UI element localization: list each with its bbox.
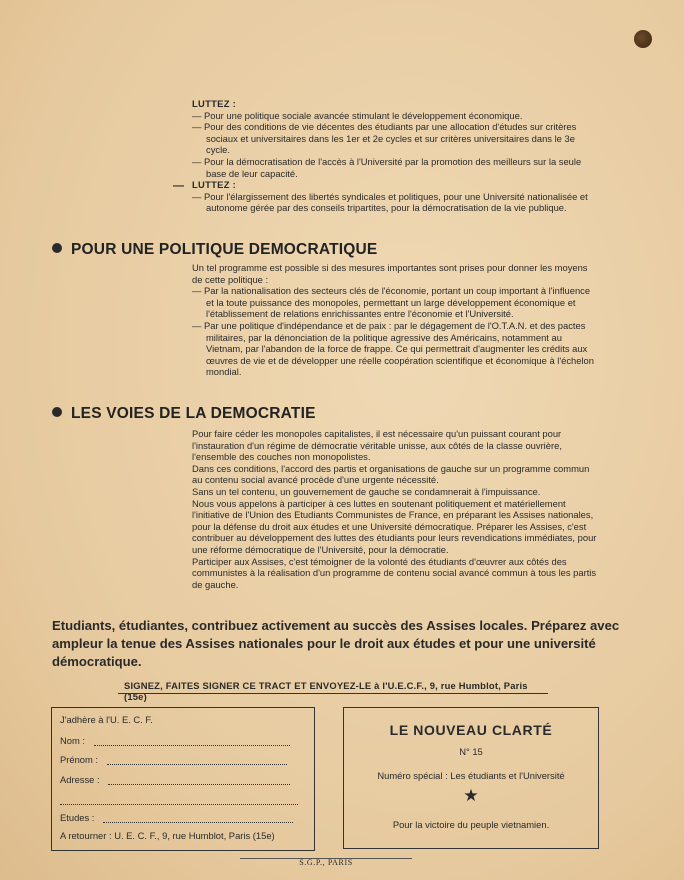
form-row-adresse-2 <box>60 794 298 805</box>
section-heading-politique <box>52 241 377 259</box>
divider <box>118 693 548 694</box>
clarte-box <box>343 707 599 849</box>
clarte-number: N° 15 <box>459 746 483 757</box>
section-heading-voies <box>52 405 316 423</box>
star-icon: ★ <box>463 786 479 805</box>
politique-block <box>192 262 597 378</box>
luttez-label-2: LUTTEZ : <box>192 179 237 191</box>
luttez-item: — Pour une politique sociale avancée stimulant le développement économique. <box>192 110 597 122</box>
form-row-etudes <box>60 812 293 823</box>
clarte-title: LE NOUVEAU CLARTÉ <box>389 722 553 738</box>
voies-paragraph: Sans un tel contenu, un gouvernement de gauche se condamnerait à l'impuissance. <box>192 485 541 497</box>
clarte-special: Numéro spécial : Les étudiants et l'Université <box>377 770 565 781</box>
punch-hole <box>634 30 652 48</box>
prenom-field[interactable] <box>107 764 287 765</box>
margin-mark: — <box>173 180 184 192</box>
form-row-nom <box>60 735 290 746</box>
form-row-prenom <box>60 754 287 765</box>
adresse-field[interactable] <box>108 784 290 785</box>
form-title: J'adhère à l'U. E. C. F. <box>60 714 153 725</box>
voies-paragraph: Nous vous appelons à participer à ces luttes en soutenant politiquement et matériellement l'initiative de l'Union des Etudiants Communistes de France, en préparant les Assises nationales, pour la défense du droit aux études et une Université démocratique. Préparer les Assises, c'est contribuer au développement des luttes des étudiants pour leurs revendications immédiates, pour une réforme démocratique de l'Université, pour la démocratie. <box>192 497 597 555</box>
luttez-item: — Pour la démocratisation de l'accès à l'Université par la promotion des meilleurs sur la seule base de leur capacité. <box>192 156 597 179</box>
luttez-item: — Pour des conditions de vie décentes des étudiants par une allocation d'études sur critères sociaux et universitaires dans les 1er et 2e cycles et sur critères universitaires dans le 3e cycle. <box>192 121 597 156</box>
prenom-label: Prénom : <box>60 754 99 765</box>
clarte-slogan: Pour la victoire du peuple vietnamien. <box>392 819 550 830</box>
adresse-label: Adresse : <box>60 774 100 785</box>
nom-label: Nom : <box>60 735 86 746</box>
section-heading-text: POUR UNE POLITIQUE DEMOCRATIQUE <box>71 241 378 258</box>
voies-block <box>192 428 597 590</box>
luttez-label-1: LUTTEZ : <box>192 98 237 109</box>
politique-intro: Un tel programme est possible si des mesures importantes sont prises pour donner les moyens de cette politique : <box>192 262 588 285</box>
voies-paragraph: Participer aux Assises, c'est témoigner de la volonté des étudiants d'œuvrer aux côtés des communistes à la réalisation d'un programme de contenu social avancé commun à tous les partis de gauche. <box>192 555 597 590</box>
etudes-field[interactable] <box>103 822 293 823</box>
form-row-adresse <box>60 774 290 785</box>
appeal-text: Etudiants, étudiantes, contribuez activement au succès des Assises locales. Préparez avec ampleur la tenue des Assises nationales pour le droit aux études et pour une université démocratique. <box>52 618 620 669</box>
politique-item: — Par la nationalisation des secteurs clés de l'économie, portant un coup important à l'influence et la toute puissance des monopoles, permettant un large développement économique et l'établissement de relations enrichissantes entre l'économie et l'Université. <box>192 285 597 320</box>
bullet-icon <box>52 407 62 417</box>
adresse-field-2[interactable] <box>60 804 298 805</box>
luttez-item: — Pour l'élargissement des libertés syndicales et politiques, pour une Université nationalisée et autonome gérée par des conseils tripartites, pour la démocratisation de la vie publique. <box>192 191 597 214</box>
voies-paragraph: Pour faire céder les monopoles capitalistes, il est nécessaire qu'un puissant courant pour l'instauration d'un régime de démocratie véritable unisse, aux côtés de la classe ouvrière, l'ensemble des couches non monopolistes. <box>192 428 562 463</box>
sign-instruction: SIGNEZ, FAITES SIGNER CE TRACT ET ENVOYEZ-LE à l'U.E.C.F., 9, rue Humblot, Paris (15e) <box>124 680 528 702</box>
form-return-address: A retourner : U. E. C. F., 9, rue Humblot, Paris (15e) <box>60 830 275 841</box>
bullet-icon <box>52 243 62 253</box>
nom-field[interactable] <box>94 745 290 746</box>
membership-form <box>51 707 315 851</box>
voies-paragraph: Dans ces conditions, l'accord des partis et organisations de gauche sur un programme commun au contenu social avancé procède d'une urgente nécessité. <box>192 462 590 486</box>
etudes-label: Etudes : <box>60 812 95 823</box>
luttez-block <box>192 98 597 214</box>
printer-credit: S.G.P., PARIS <box>299 858 353 867</box>
section-heading-text: LES VOIES DE LA DEMOCRATIE <box>71 405 316 422</box>
politique-item: — Par une politique d'indépendance et de paix : par le dégagement de l'O.T.A.N. et des pactes militaires, par la dénonciation de la politique agressive des Américains, notamment au Vietnam, par l'abandon de la force de frappe. Ce qui permettrait d'augmenter les crédits aux œuvres de vie et de développer une réelle coopération scientifique et économique à l'échelon mondial. <box>192 320 597 378</box>
